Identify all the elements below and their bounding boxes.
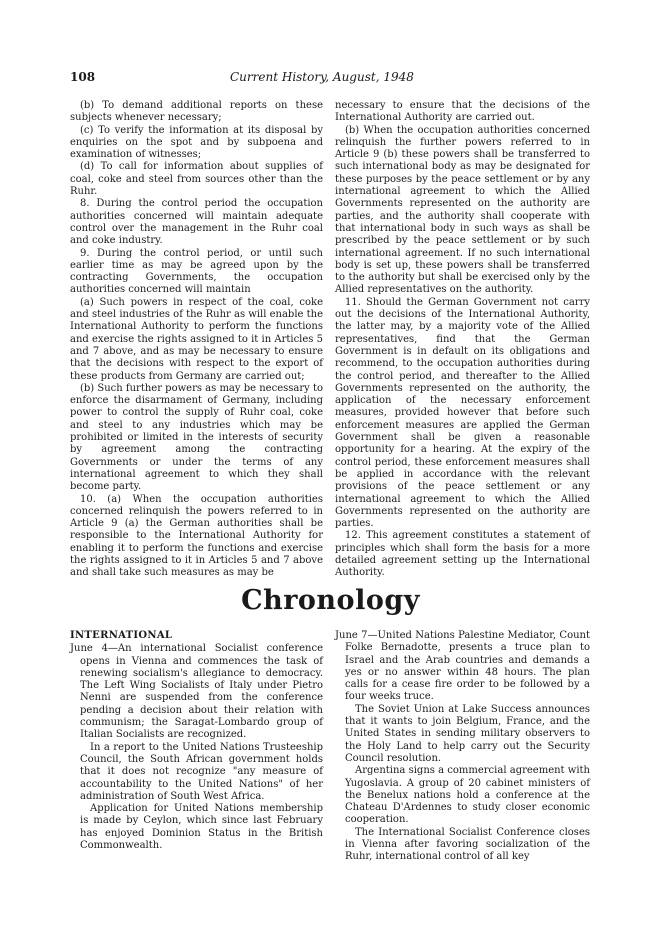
paragraph: (c) To verify the information at its disposal by enquiries on the spot and by subpoena and examination of witnesses; [70,124,323,161]
chronology-column-left [70,630,323,852]
chronology-entry: Argentina signs a commercial agreement with Yugoslavia. A group of 20 cabinet ministers of the Benelux nations hold a conference at the Chateau D'Ardennes to study closer economic cooperation. [345,765,590,826]
paragraph: (d) To call for information about supplies of coal, coke and steel from sources other than the Ruhr. [70,161,323,198]
section-heading: INTERNATIONAL [70,630,173,641]
paragraph: 12. This agreement constitutes a statement of principles which shall form the basis for a more detailed agreement setting up the International Authority. [335,530,590,579]
paragraph: (a) Such powers in respect of the coal, coke and steel industries of the Ruhr as will enable the International Authority to perform the functions and exercise the rights assigned to it in Articles 5 and 7 above, and as may be necessary to ensure that the decisions with respect to the export of these products from Germany are carried out; [70,296,324,382]
article-column-right [335,100,590,580]
paragraph: 10. (a) When the occupation authorities concerned relinquish the powers referred to in Article 9 (a) the German authorities shall be responsible to the International Authority for enabling it to perform the functions and exercise the rights assigned to it in Articles 5 and 7 above and shall take such measures as may be [70,493,323,579]
paragraph: (b) To demand additional reports on these subjects whenever necessary; [70,100,323,124]
running-head: Current History, August, 1948 [230,70,414,84]
paragraph: 8. During the control period the occupation authorities concerned will maintain adequate control over the management in the Ruhr coal and coke industry. [70,198,323,247]
article-column-left [70,100,323,580]
chronology-entry: In a report to the United Nations Trusteeship Council, the South African government holds that it does not recognize "any measure of accountability to the United Nations" of her administration of South West Africa. [80,741,323,802]
paragraph: necessary to ensure that the decisions of the International Authority are carried out. [335,100,590,124]
chronology-entry: Application for United Nations membership is made by Ceylon, which since last February has enjoyed Dominion Status in the British Commonwealth. [80,803,323,852]
paragraph: 9. During the control period, or until such earlier time as may be agreed upon by the contracting Governments, the occupation authorities concerned will maintain [70,247,323,296]
chronology-title: Chronology [241,585,420,616]
chronology-entry: The Soviet Union at Lake Success announces that it wants to join Belgium, France, and the United States in sending military observers to the Holy Land to help carry out the Security Council resolution. [345,703,590,764]
page-number: 108 [70,70,96,84]
chronology-column-right [335,630,590,864]
chronology-entry: The International Socialist Conference closes in Vienna after favoring socialization of the Ruhr, international control of all key [345,826,590,863]
paragraph: (b) When the occupation authorities concerned relinquish the further powers referred to in Article 9 (b) these powers shall be transferred to such international body as may be designated for these purposes by the peace settlement or by any international agreement to which the Allied Governments represented on the authority are parties, and the authority shall cooperate with that international body in such ways as shall be prescribed by the peace settlement or by such international agreement. If no such international body is set up, these powers shall be transferred to the authority but shall be exercised only by the Allied representatives on the authority. [335,124,590,296]
paragraph: 11. Should the German Government not carry out the decisions of the International Authority, the latter may, by a majority vote of the Allied representatives, find that the German Government is in default on its obligations and recommend, to the occupation authorities during the control period, and thereafter to the Allied Governments represented on the authority, the application of the necessary enforcement measures, provided however that before such enforcement measures are applied the German Government shall be given a reasonable opportunity for a hearing. At the expiry of the control period, these enforcement measures shall be applied in accordance with the relevant provisions of the peace settlement or any international agreement to which the Allied Governments represented on the authority are parties. [335,296,590,530]
paragraph: (b) Such further powers as may be necessary to enforce the disarmament of Germany, including power to control the supply of Ruhr coal, coke and steel to any industries which may be prohibited or limited in the interests of security by agreement among the contracting Governments or under the terms of any international agreement to which they shall become party. [70,382,323,493]
page-header [70,70,590,86]
chronology-entry: June 4—An international Socialist conference opens in Vienna and commences the task of renewing socialism's allegiance to democracy. The Left Wing Socialists of Italy under Pietro Nenni are suspended from the conference pending a decision about their relation with communism; the Saragat-Lombardo group of Italian Socialists are recognized. [70,643,323,741]
chronology-entry: June 7—United Nations Palestine Mediator, Count Folke Bernadotte, presents a truce plan to Israel and the Arab countries and demands a yes or no answer within 48 hours. The plan calls for a cease fire order to be followed by a four weeks truce. [335,630,590,703]
